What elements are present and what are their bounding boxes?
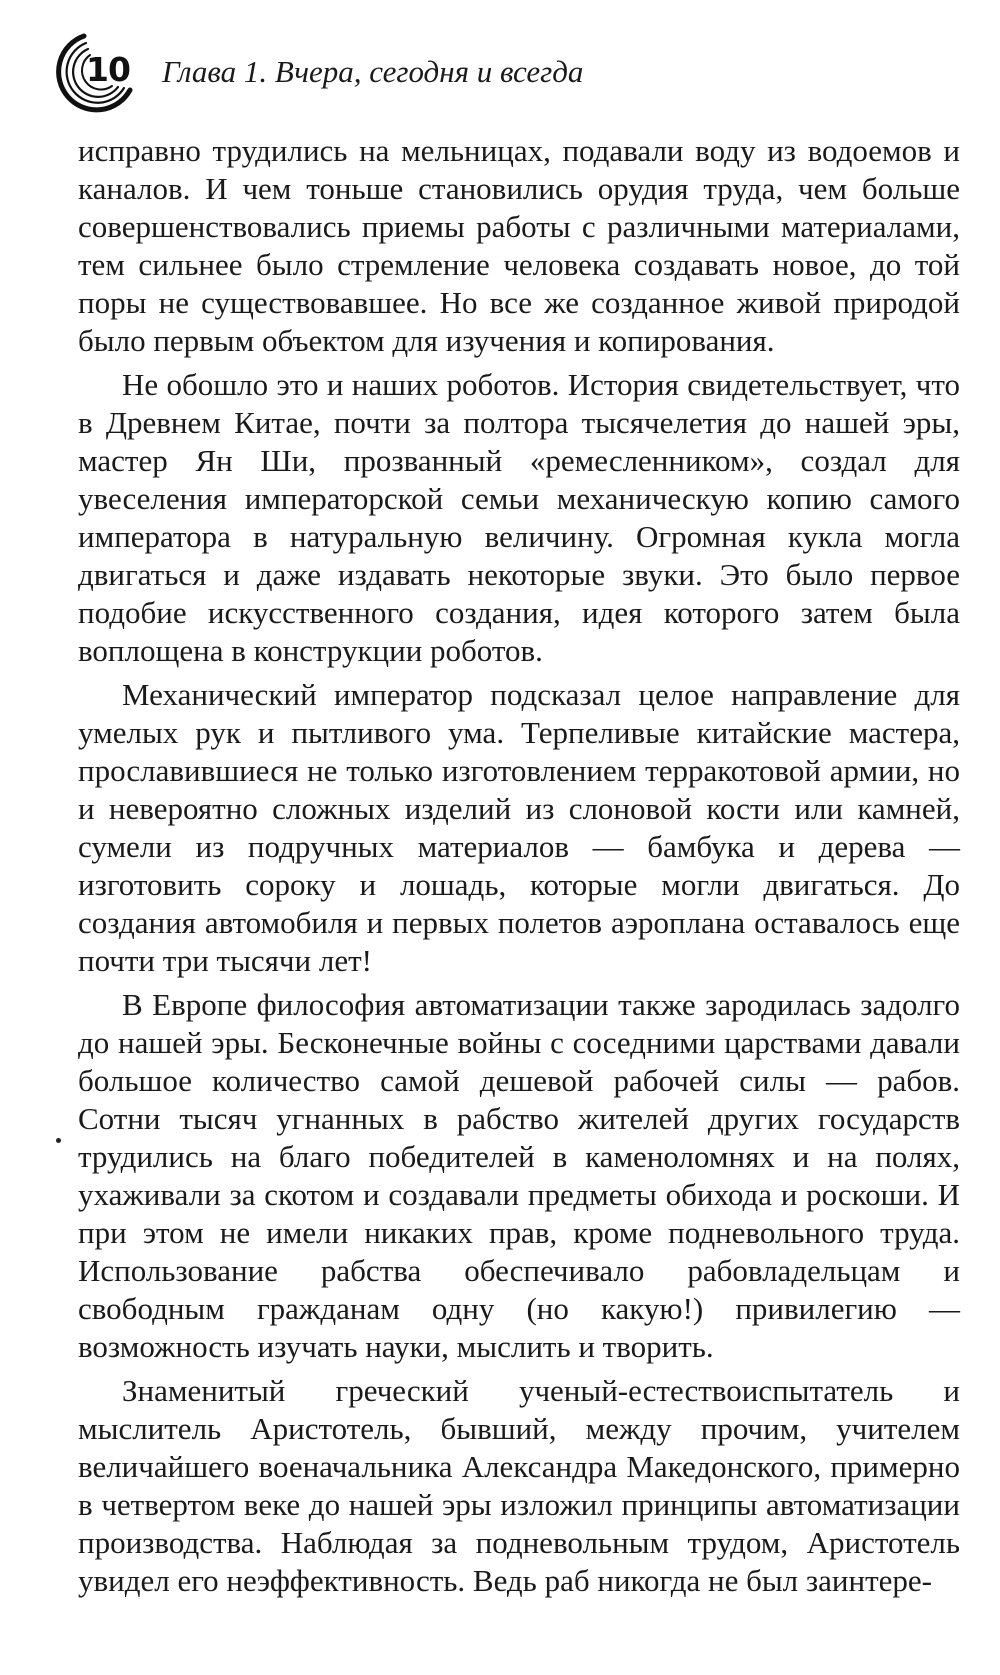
body-text xyxy=(78,132,960,1600)
paragraph: Механический император подсказал целое направление для умелых рук и пытливого ума. Терпеливые китайские мастера, прославившиеся не только изготовлением терракотовой армии, но и невероятно сложных изделий из слоновой кости или камней, сумели из подручных материалов — бамбука и дерева — изготовить сороку и лошадь, которые могли двигаться. До создания автомобиля и первых полетов аэроплана оставалось еще почти три тысячи лет! xyxy=(78,677,960,978)
paragraph: Знаменитый греческий ученый-естествоиспытатель и мыслитель Аристотель, бывший, между прочим, учителем величайшего военачальника Александра Македонского, примерно в четвертом веке до нашей эры изложил принципы автоматизации производства. Наблюдая за подневольным трудом, Аристотель увидел его неэффективность. Ведь раб никогда не был заинтере- xyxy=(78,1373,960,1598)
running-head: Глава 1. Вчера, сегодня и всегда xyxy=(162,54,584,89)
print-speck xyxy=(56,1138,61,1143)
page-header xyxy=(44,30,944,120)
page-number: 10 xyxy=(86,50,130,89)
paragraph: Не обошло это и наших роботов. История свидетельствует, что в Древнем Китае, почти за полтора тысячелетия до нашей эры, мастер Ян Ши, прозванный «ремесленником», создал для увеселения императорской семьи механическую копию самого императора в натуральную величину. Огромная кукла могла двигаться и даже издавать некоторые звуки. Это было первое подобие искусственного создания, идея которого затем была воплощена в конструкции роботов. xyxy=(78,367,960,668)
paragraph: исправно трудились на мельницах, подавали воду из водоемов и каналов. И чем тоньше становились орудия труда, чем больше совершенствовались приемы работы с различными материалами, тем сильнее было стремление человека создавать новое, до той поры не существовавшее. Но все же созданное живой природой было первым объектом для изучения и копирования. xyxy=(78,133,960,358)
paragraph: В Европе философия автоматизации также зародилась задолго до нашей эры. Бесконечные войны с соседними царствами давали большое количество самой дешевой рабочей силы — рабов. Сотни тысяч угнанных в рабство жителей других государств трудились на благо победителей в каменоломнях и на полях, ухаживали за скотом и создавали предметы обихода и роскоши. И при этом не имели никаких прав, кроме подневольного труда. Использование рабства обеспечивало рабовладельцам и свободным гражданам одну (но какую!) привилегию — возможность изучать науки, мыслить и творить. xyxy=(78,987,960,1364)
